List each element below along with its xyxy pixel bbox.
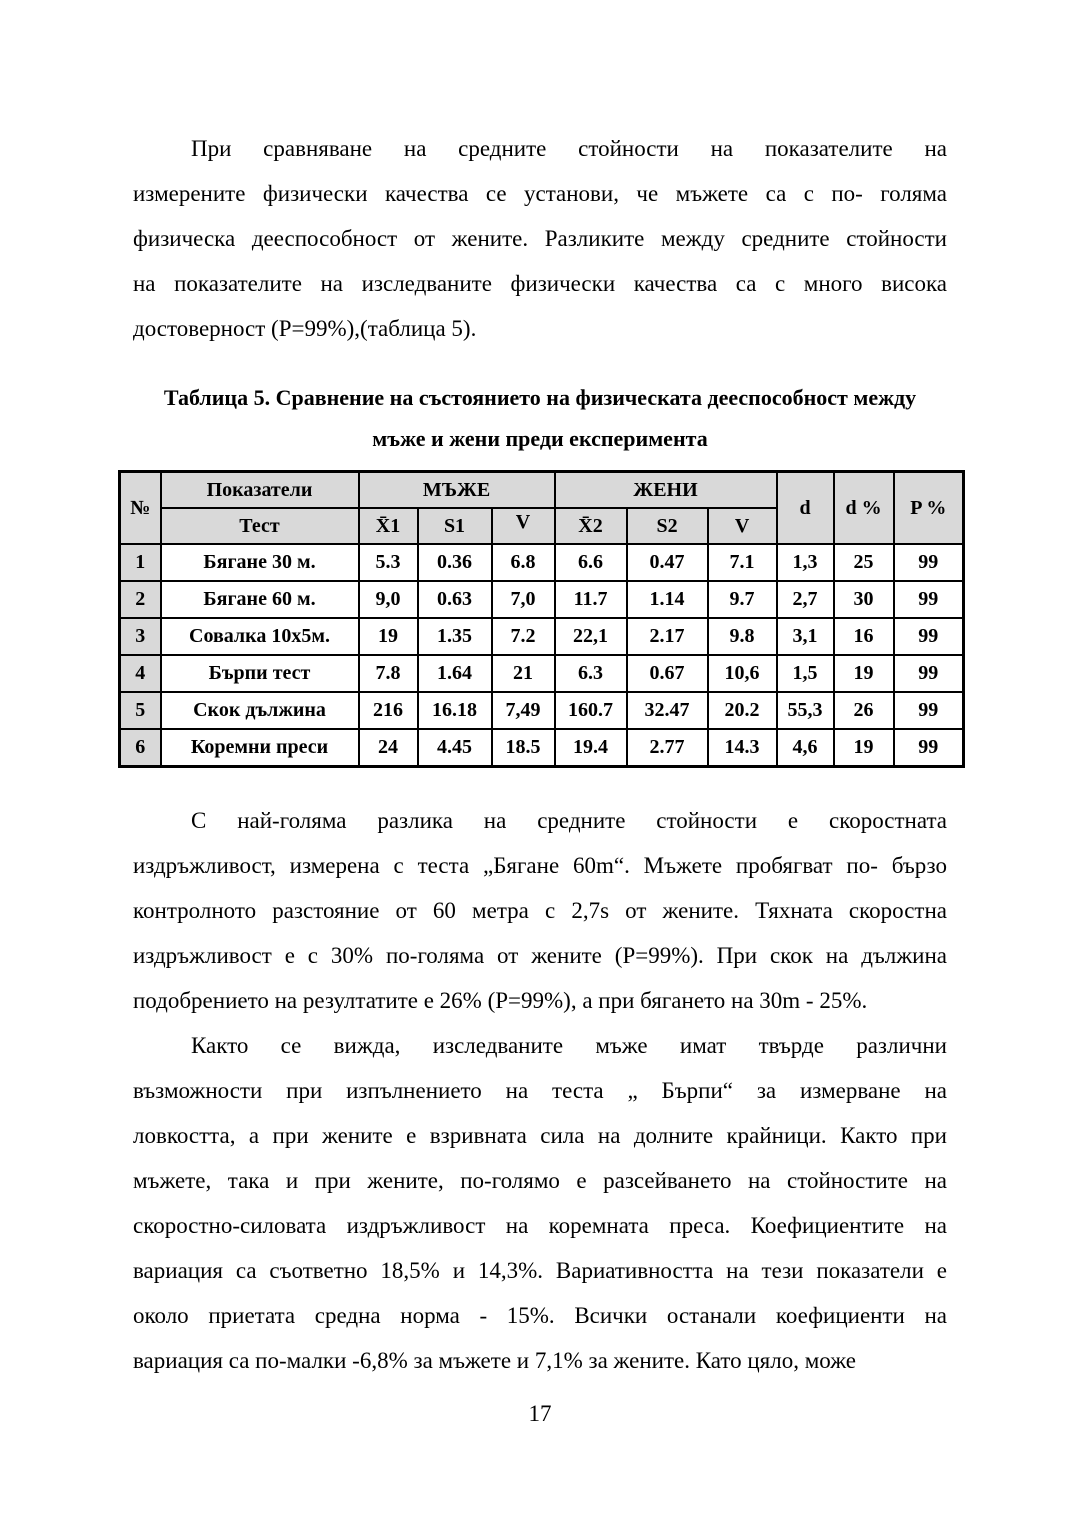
cell-x1: 7.8	[359, 655, 418, 692]
cell-p-pct: 99	[894, 581, 964, 618]
text-line: мъжете, така и при жените, по-голямо е разсейването на стойностите на	[133, 1168, 947, 1193]
cell-d: 2,7	[777, 581, 834, 618]
text-line: физическа дееспособност от жените. Разликите между средните стойности	[133, 226, 947, 251]
cell-d: 55,3	[777, 692, 834, 729]
cell-p-pct: 99	[894, 729, 964, 767]
header-x2: X̄2	[555, 508, 627, 544]
cell-x2: 22,1	[555, 618, 627, 655]
cell-v1: 7,0	[492, 581, 555, 618]
header-s2: S2	[627, 508, 708, 544]
cell-num: 4	[120, 655, 161, 692]
cell-s1: 1.64	[418, 655, 492, 692]
cell-x1: 24	[359, 729, 418, 767]
header-group-women: ЖЕНИ	[555, 472, 777, 509]
cell-d-pct: 25	[834, 544, 894, 581]
cell-v1: 7,49	[492, 692, 555, 729]
cell-x1: 19	[359, 618, 418, 655]
table-row	[120, 729, 964, 767]
table-caption	[133, 377, 947, 459]
cell-v2: 9.8	[708, 618, 777, 655]
table-row	[120, 692, 964, 729]
cell-v2: 7.1	[708, 544, 777, 581]
text-line: вариация са съответно 18,5% и 14,3%. Вариативността на тези показатели е	[133, 1258, 947, 1283]
table-wrapper	[118, 470, 947, 768]
cell-v2: 14.3	[708, 729, 777, 767]
paragraph-1	[133, 126, 947, 351]
cell-x1: 5.3	[359, 544, 418, 581]
table-body	[120, 544, 964, 767]
text-line: ловкостта, а при жените е взривната сила на долните крайници. Както при	[133, 1123, 947, 1148]
header-group-men: МЪЖЕ	[359, 472, 555, 509]
table-head	[120, 472, 964, 545]
header-v-women: V	[708, 508, 777, 544]
header-s1: S1	[418, 508, 492, 544]
text-line: подобрението на резултатите е 26% (P=99%), а при бягането на 30m - 25%.	[133, 988, 868, 1013]
text-line: издръжливост, измерена с теста „Бягане 60m“. Мъжете пробягват по- бързо	[133, 853, 947, 878]
cell-s1: 1.35	[418, 618, 492, 655]
text-line: вариация са по-малки -6,8% за мъжете и 7,1% за жените. Като цяло, може	[133, 1348, 857, 1373]
cell-test: Скок дължина	[161, 692, 359, 729]
cell-s2: 0.47	[627, 544, 708, 581]
cell-s1: 16.18	[418, 692, 492, 729]
header-d-pct: d %	[834, 472, 894, 545]
cell-x1: 216	[359, 692, 418, 729]
header-v-men: V	[492, 508, 555, 544]
text-line: издръжливост е с 30% по-голяма от жените (P=99%). При скок на дължина	[133, 943, 947, 968]
cell-x2: 19.4	[555, 729, 627, 767]
header-x1: X̄1	[359, 508, 418, 544]
text-line: С най-голяма разлика на средните стойности е скоростната	[191, 808, 947, 833]
cell-s2: 2.17	[627, 618, 708, 655]
cell-d: 3,1	[777, 618, 834, 655]
cell-x2: 160.7	[555, 692, 627, 729]
table-caption-line1: Таблица 5. Сравнение на състоянието на физическата дееспособност между	[163, 385, 917, 410]
paragraph-2	[133, 798, 947, 1023]
cell-v1: 7.2	[492, 618, 555, 655]
cell-num: 3	[120, 618, 161, 655]
cell-x2: 6.6	[555, 544, 627, 581]
table-row	[120, 655, 964, 692]
cell-s1: 0.63	[418, 581, 492, 618]
cell-v2: 9.7	[708, 581, 777, 618]
cell-x1: 9,0	[359, 581, 418, 618]
table-caption-line2: мъже и жени преди експеримента	[372, 426, 708, 451]
cell-x2: 6.3	[555, 655, 627, 692]
text-line: При сравняване на средните стойности на показателите на	[191, 136, 947, 161]
text-line: около приетата средна норма - 15%. Всички останали коефициенти на	[133, 1303, 947, 1328]
header-p-pct: P %	[894, 472, 964, 545]
text-line: контролното разстояние от 60 метра с 2,7s от жените. Тяхната скоростна	[133, 898, 947, 923]
text-line: измерените физически качества се установи, че мъжете са с по- голяма	[133, 181, 947, 206]
table-row	[120, 581, 964, 618]
text-line: на показателите на изследваните физически качества са с много висока	[133, 271, 947, 296]
cell-p-pct: 99	[894, 655, 964, 692]
cell-d-pct: 30	[834, 581, 894, 618]
cell-d: 1,3	[777, 544, 834, 581]
cell-test: Бърпи тест	[161, 655, 359, 692]
cell-num: 2	[120, 581, 161, 618]
text-line: достоверност (P=99%),(таблица 5).	[133, 316, 477, 341]
header-row-1	[120, 472, 964, 509]
header-num: №	[120, 472, 161, 545]
cell-num: 5	[120, 692, 161, 729]
cell-d-pct: 16	[834, 618, 894, 655]
cell-p-pct: 99	[894, 544, 964, 581]
comparison-table	[118, 470, 965, 768]
cell-v1: 21	[492, 655, 555, 692]
cell-v1: 18.5	[492, 729, 555, 767]
text-line: Както се вижда, изследваните мъже имат твърде различни	[191, 1033, 947, 1058]
cell-test: Бягане 60 м.	[161, 581, 359, 618]
cell-d: 1,5	[777, 655, 834, 692]
cell-d: 4,6	[777, 729, 834, 767]
header-d: d	[777, 472, 834, 545]
cell-x2: 11.7	[555, 581, 627, 618]
cell-v2: 10,6	[708, 655, 777, 692]
table-row	[120, 618, 964, 655]
cell-s2: 1.14	[627, 581, 708, 618]
paragraph-3	[133, 1023, 947, 1383]
header-test: Тест	[161, 508, 359, 544]
cell-num: 6	[120, 729, 161, 767]
cell-s1: 0.36	[418, 544, 492, 581]
page-number: 17	[528, 1401, 552, 1426]
cell-d-pct: 19	[834, 655, 894, 692]
cell-s2: 2.77	[627, 729, 708, 767]
cell-p-pct: 99	[894, 618, 964, 655]
cell-test: Коремни преси	[161, 729, 359, 767]
cell-d-pct: 26	[834, 692, 894, 729]
cell-s2: 0.67	[627, 655, 708, 692]
cell-d-pct: 19	[834, 729, 894, 767]
cell-test: Бягане 30 м.	[161, 544, 359, 581]
cell-p-pct: 99	[894, 692, 964, 729]
cell-s1: 4.45	[418, 729, 492, 767]
text-line: скоростно-силовата издръжливост на коремната преса. Коефициентите на	[133, 1213, 947, 1238]
cell-v1: 6.8	[492, 544, 555, 581]
text-line: възможности при изпълнението на теста „ Бърпи“ за измерване на	[133, 1078, 947, 1103]
cell-s2: 32.47	[627, 692, 708, 729]
cell-num: 1	[120, 544, 161, 581]
cell-v2: 20.2	[708, 692, 777, 729]
cell-test: Совалка 10х5м.	[161, 618, 359, 655]
table-row	[120, 544, 964, 581]
header-indicators: Показатели	[161, 472, 359, 509]
